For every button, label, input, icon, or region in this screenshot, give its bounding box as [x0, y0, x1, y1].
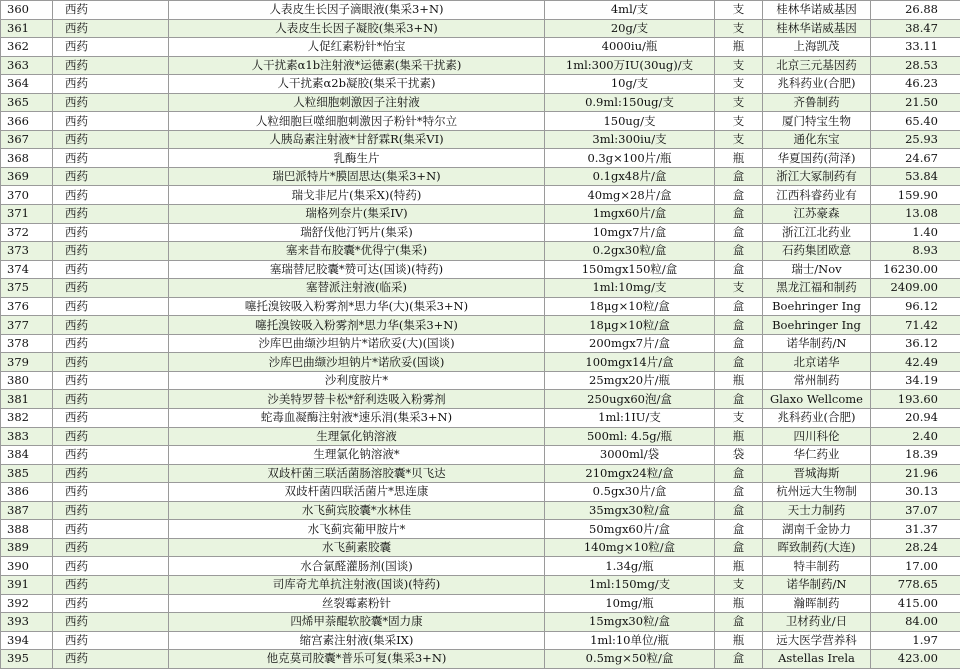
table-row [1, 334, 960, 353]
manufacturer-cell: 湖南千金协力 [763, 520, 871, 539]
manufacturer-cell: 上海凯茂 [763, 38, 871, 57]
price-cell: 1.97 [871, 631, 960, 650]
specification-cell: 500ml: 4.5g/瓶 [545, 427, 715, 446]
specification-cell: 40mg×28片/盒 [545, 186, 715, 205]
drug-name-cell: 沙利度胺片* [169, 371, 545, 390]
row-number: 376 [1, 297, 53, 316]
row-number: 392 [1, 594, 53, 613]
row-number: 388 [1, 520, 53, 539]
drug-name-cell: 沙库巴曲缬沙坦钠片*诺欣妥(大)(国谈) [169, 334, 545, 353]
specification-cell: 0.2gx30粒/盒 [545, 242, 715, 261]
drug-name-cell: 水飞蓟宾胶囊*水林佳 [169, 501, 545, 520]
category-cell: 西药 [53, 205, 169, 224]
manufacturer-cell: 晋城海斯 [763, 464, 871, 483]
manufacturer-cell: 诺华制药/N [763, 575, 871, 594]
manufacturer-cell: 晖致制药(大连) [763, 538, 871, 557]
drug-name-cell: 水飞蓟素胶囊 [169, 538, 545, 557]
unit-cell: 瓶 [715, 631, 763, 650]
table-row [1, 353, 960, 372]
price-cell: 25.93 [871, 130, 960, 149]
category-cell: 西药 [53, 650, 169, 669]
category-cell: 西药 [53, 75, 169, 94]
drug-name-cell: 沙美特罗替卡松*舒利迭吸入粉雾剂 [169, 390, 545, 409]
category-cell: 西药 [53, 390, 169, 409]
unit-cell: 盒 [715, 242, 763, 261]
manufacturer-cell: 北京三元基因药 [763, 56, 871, 75]
manufacturer-cell: 远大医学营养科 [763, 631, 871, 650]
drug-name-cell: 蛇毒血凝酶注射液*速乐涓(集采3+N) [169, 409, 545, 428]
manufacturer-cell: 桂林华诺威基因 [763, 19, 871, 38]
category-cell: 西药 [53, 223, 169, 242]
table-row [1, 38, 960, 57]
specification-cell: 18μg×10粒/盒 [545, 297, 715, 316]
category-cell: 西药 [53, 520, 169, 539]
category-cell: 西药 [53, 112, 169, 131]
table-row [1, 223, 960, 242]
manufacturer-cell: 北京诺华 [763, 353, 871, 372]
table-row [1, 501, 960, 520]
price-cell: 778.65 [871, 575, 960, 594]
specification-cell: 25mgx20片/瓶 [545, 371, 715, 390]
table-row [1, 112, 960, 131]
row-number: 364 [1, 75, 53, 94]
row-number: 360 [1, 1, 53, 20]
specification-cell: 3000ml/袋 [545, 446, 715, 465]
category-cell: 西药 [53, 56, 169, 75]
unit-cell: 支 [715, 56, 763, 75]
price-cell: 53.84 [871, 167, 960, 186]
row-number: 389 [1, 538, 53, 557]
table-row [1, 557, 960, 576]
table-row [1, 650, 960, 669]
table-row [1, 538, 960, 557]
drug-name-cell: 噻托溴铵吸入粉雾剂*思力华(集采3+N) [169, 316, 545, 335]
row-number: 391 [1, 575, 53, 594]
row-number: 378 [1, 334, 53, 353]
drug-name-cell: 瑞巴派特片*膜固思达(集采3+N) [169, 167, 545, 186]
drug-name-cell: 人干扰素α2b凝胶(集采干扰素) [169, 75, 545, 94]
table-row [1, 130, 960, 149]
table-row [1, 464, 960, 483]
category-cell: 西药 [53, 93, 169, 112]
table-row [1, 167, 960, 186]
unit-cell: 袋 [715, 446, 763, 465]
price-cell: 36.12 [871, 334, 960, 353]
table-row [1, 56, 960, 75]
table-row [1, 93, 960, 112]
specification-cell: 1ml:300万IU(30ug)/支 [545, 56, 715, 75]
table-row [1, 575, 960, 594]
unit-cell: 盒 [715, 501, 763, 520]
category-cell: 西药 [53, 538, 169, 557]
manufacturer-cell: Astellas Irela [763, 650, 871, 669]
unit-cell: 盒 [715, 186, 763, 205]
unit-cell: 盒 [715, 223, 763, 242]
row-number: 390 [1, 557, 53, 576]
manufacturer-cell: Glaxo Wellcome [763, 390, 871, 409]
unit-cell: 支 [715, 19, 763, 38]
category-cell: 西药 [53, 575, 169, 594]
drug-name-cell: 四烯甲萘醌软胶囊*固力康 [169, 613, 545, 632]
category-cell: 西药 [53, 279, 169, 298]
specification-cell: 35mgx30粒/盒 [545, 501, 715, 520]
category-cell: 西药 [53, 130, 169, 149]
category-cell: 西药 [53, 427, 169, 446]
category-cell: 西药 [53, 149, 169, 168]
row-number: 369 [1, 167, 53, 186]
price-cell: 20.94 [871, 409, 960, 428]
drug-name-cell: 水飞蓟宾葡甲胺片* [169, 520, 545, 539]
specification-cell: 1ml:10单位/瓶 [545, 631, 715, 650]
unit-cell: 盒 [715, 260, 763, 279]
specification-cell: 0.3g×100片/瓶 [545, 149, 715, 168]
price-cell: 33.11 [871, 38, 960, 57]
price-cell: 28.24 [871, 538, 960, 557]
manufacturer-cell: 江苏豪森 [763, 205, 871, 224]
unit-cell: 盒 [715, 297, 763, 316]
manufacturer-cell: 桂林华诺威基因 [763, 1, 871, 20]
manufacturer-cell: 卫材药业/日 [763, 613, 871, 632]
category-cell: 西药 [53, 446, 169, 465]
price-cell: 42.49 [871, 353, 960, 372]
unit-cell: 盒 [715, 613, 763, 632]
manufacturer-cell: 天士力制药 [763, 501, 871, 520]
drug-name-cell: 乳酶生片 [169, 149, 545, 168]
row-number: 377 [1, 316, 53, 335]
table-body [1, 1, 960, 669]
row-number: 382 [1, 409, 53, 428]
row-number: 370 [1, 186, 53, 205]
unit-cell: 盒 [715, 167, 763, 186]
manufacturer-cell: 常州制药 [763, 371, 871, 390]
category-cell: 西药 [53, 297, 169, 316]
manufacturer-cell: 黑龙江福和制药 [763, 279, 871, 298]
unit-cell: 盒 [715, 390, 763, 409]
table-row [1, 594, 960, 613]
manufacturer-cell: 兆科药业(合肥) [763, 75, 871, 94]
table-row [1, 260, 960, 279]
unit-cell: 盒 [715, 334, 763, 353]
manufacturer-cell: 特丰制药 [763, 557, 871, 576]
drug-name-cell: 塞来昔布胶囊*优得宁(集采) [169, 242, 545, 261]
row-number: 380 [1, 371, 53, 390]
specification-cell: 10mg/瓶 [545, 594, 715, 613]
drug-name-cell: 瑞戈非尼片(集采X)(特药) [169, 186, 545, 205]
specification-cell: 1ml:10mg/支 [545, 279, 715, 298]
row-number: 363 [1, 56, 53, 75]
manufacturer-cell: 厦门特宝生物 [763, 112, 871, 131]
drug-name-cell: 瑞格列奈片(集采IV) [169, 205, 545, 224]
drug-name-cell: 人粒细胞刺激因子注射液 [169, 93, 545, 112]
row-number: 365 [1, 93, 53, 112]
unit-cell: 盒 [715, 316, 763, 335]
category-cell: 西药 [53, 316, 169, 335]
table-row [1, 520, 960, 539]
unit-cell: 瓶 [715, 38, 763, 57]
specification-cell: 200mgx7片/盒 [545, 334, 715, 353]
drug-name-cell: 瑞舒伐他汀钙片(集采) [169, 223, 545, 242]
manufacturer-cell: 通化东宝 [763, 130, 871, 149]
unit-cell: 盒 [715, 520, 763, 539]
unit-cell: 盒 [715, 205, 763, 224]
table-row [1, 75, 960, 94]
drug-name-cell: 人干扰素α1b注射液*运德素(集采干扰素) [169, 56, 545, 75]
price-cell: 71.42 [871, 316, 960, 335]
category-cell: 西药 [53, 167, 169, 186]
drug-name-cell: 缩宫素注射液(集采IX) [169, 631, 545, 650]
table-row [1, 149, 960, 168]
drug-name-cell: 沙库巴曲缬沙坦钠片*诺欣妥(国谈) [169, 353, 545, 372]
category-cell: 西药 [53, 501, 169, 520]
specification-cell: 3ml:300iu/支 [545, 130, 715, 149]
price-cell: 21.96 [871, 464, 960, 483]
drug-name-cell: 司库奇尤单抗注射液(国谈)(特药) [169, 575, 545, 594]
manufacturer-cell: 诺华制药/N [763, 334, 871, 353]
category-cell: 西药 [53, 38, 169, 57]
table-row [1, 205, 960, 224]
price-cell: 1.40 [871, 223, 960, 242]
unit-cell: 支 [715, 575, 763, 594]
price-cell: 37.07 [871, 501, 960, 520]
price-cell: 18.39 [871, 446, 960, 465]
row-number: 381 [1, 390, 53, 409]
price-cell: 2.40 [871, 427, 960, 446]
specification-cell: 1ml:150mg/支 [545, 575, 715, 594]
manufacturer-cell: 浙江江北药业 [763, 223, 871, 242]
price-cell: 84.00 [871, 613, 960, 632]
row-number: 367 [1, 130, 53, 149]
specification-cell: 4000iu/瓶 [545, 38, 715, 57]
table-row [1, 446, 960, 465]
row-number: 394 [1, 631, 53, 650]
manufacturer-cell: Boehringer Ing [763, 316, 871, 335]
unit-cell: 支 [715, 409, 763, 428]
table-row [1, 483, 960, 502]
table-row [1, 297, 960, 316]
row-number: 385 [1, 464, 53, 483]
price-cell: 34.19 [871, 371, 960, 390]
unit-cell: 盒 [715, 464, 763, 483]
manufacturer-cell: 杭州远大生物制 [763, 483, 871, 502]
price-cell: 28.53 [871, 56, 960, 75]
unit-cell: 盒 [715, 353, 763, 372]
row-number: 383 [1, 427, 53, 446]
price-cell: 17.00 [871, 557, 960, 576]
price-cell: 16230.00 [871, 260, 960, 279]
category-cell: 西药 [53, 594, 169, 613]
price-cell: 31.37 [871, 520, 960, 539]
specification-cell: 50mgx60片/盒 [545, 520, 715, 539]
specification-cell: 150mgx150粒/盒 [545, 260, 715, 279]
category-cell: 西药 [53, 334, 169, 353]
drug-name-cell: 生理氯化钠溶液 [169, 427, 545, 446]
price-cell: 46.23 [871, 75, 960, 94]
row-number: 373 [1, 242, 53, 261]
table-row [1, 371, 960, 390]
category-cell: 西药 [53, 631, 169, 650]
table-row [1, 316, 960, 335]
row-number: 387 [1, 501, 53, 520]
manufacturer-cell: 瑞士/Nov [763, 260, 871, 279]
unit-cell: 支 [715, 112, 763, 131]
unit-cell: 支 [715, 75, 763, 94]
specification-cell: 1mgx60片/盒 [545, 205, 715, 224]
unit-cell: 支 [715, 93, 763, 112]
manufacturer-cell: Boehringer Ing [763, 297, 871, 316]
manufacturer-cell: 瀚晖制药 [763, 594, 871, 613]
unit-cell: 支 [715, 1, 763, 20]
price-cell: 423.00 [871, 650, 960, 669]
row-number: 361 [1, 19, 53, 38]
row-number: 375 [1, 279, 53, 298]
price-cell: 415.00 [871, 594, 960, 613]
drug-name-cell: 塞替派注射液(临采) [169, 279, 545, 298]
drug-name-cell: 他克莫司胶囊*普乐可复(集采3+N) [169, 650, 545, 669]
specification-cell: 0.5mg×50粒/盒 [545, 650, 715, 669]
specification-cell: 140mg×10粒/盒 [545, 538, 715, 557]
row-number: 379 [1, 353, 53, 372]
unit-cell: 瓶 [715, 427, 763, 446]
drug-name-cell: 双歧杆菌四联活菌片*思连康 [169, 483, 545, 502]
drug-name-cell: 双歧杆菌三联活菌肠溶胶囊*贝飞达 [169, 464, 545, 483]
specification-cell: 18μg×10粒/盒 [545, 316, 715, 335]
price-cell: 65.40 [871, 112, 960, 131]
specification-cell: 150ug/支 [545, 112, 715, 131]
specification-cell: 10g/支 [545, 75, 715, 94]
row-number: 374 [1, 260, 53, 279]
specification-cell: 1.34g/瓶 [545, 557, 715, 576]
manufacturer-cell: 齐鲁制药 [763, 93, 871, 112]
category-cell: 西药 [53, 557, 169, 576]
unit-cell: 瓶 [715, 149, 763, 168]
drug-name-cell: 人表皮生长因子凝胶(集采3+N) [169, 19, 545, 38]
specification-cell: 4ml/支 [545, 1, 715, 20]
unit-cell: 盒 [715, 538, 763, 557]
category-cell: 西药 [53, 186, 169, 205]
row-number: 368 [1, 149, 53, 168]
price-cell: 8.93 [871, 242, 960, 261]
unit-cell: 支 [715, 279, 763, 298]
manufacturer-cell: 石药集团欧意 [763, 242, 871, 261]
drug-name-cell: 人胰岛素注射液*甘舒霖R(集采VI) [169, 130, 545, 149]
drug-name-cell: 噻托溴铵吸入粉雾剂*思力华(大)(集采3+N) [169, 297, 545, 316]
price-cell: 38.47 [871, 19, 960, 38]
category-cell: 西药 [53, 483, 169, 502]
category-cell: 西药 [53, 464, 169, 483]
specification-cell: 0.5gx30片/盒 [545, 483, 715, 502]
table-row [1, 409, 960, 428]
unit-cell: 支 [715, 130, 763, 149]
row-number: 362 [1, 38, 53, 57]
table-row [1, 631, 960, 650]
specification-cell: 210mgx24粒/盒 [545, 464, 715, 483]
row-number: 366 [1, 112, 53, 131]
category-cell: 西药 [53, 1, 169, 20]
manufacturer-cell: 华夏国药(菏泽) [763, 149, 871, 168]
drug-name-cell: 生理氯化钠溶液* [169, 446, 545, 465]
specification-cell: 100mgx14片/盒 [545, 353, 715, 372]
drug-name-cell: 人粒细胞巨噬细胞刺激因子粉针*特尔立 [169, 112, 545, 131]
category-cell: 西药 [53, 242, 169, 261]
price-cell: 159.90 [871, 186, 960, 205]
drug-name-cell: 塞瑞替尼胶囊*赞可达(国谈)(特药) [169, 260, 545, 279]
specification-cell: 0.9ml:150ug/支 [545, 93, 715, 112]
category-cell: 西药 [53, 371, 169, 390]
specification-cell: 10mgx7片/盒 [545, 223, 715, 242]
manufacturer-cell: 四川科伦 [763, 427, 871, 446]
table-row [1, 186, 960, 205]
table-row [1, 613, 960, 632]
row-number: 395 [1, 650, 53, 669]
drug-name-cell: 丝裂霉素粉针 [169, 594, 545, 613]
drug-name-cell: 人促红素粉针*怡宝 [169, 38, 545, 57]
table-row [1, 1, 960, 20]
unit-cell: 盒 [715, 650, 763, 669]
category-cell: 西药 [53, 613, 169, 632]
row-number: 384 [1, 446, 53, 465]
specification-cell: 20g/支 [545, 19, 715, 38]
specification-cell: 250ugx60泡/盒 [545, 390, 715, 409]
row-number: 393 [1, 613, 53, 632]
price-cell: 30.13 [871, 483, 960, 502]
table-row [1, 427, 960, 446]
table-row [1, 242, 960, 261]
manufacturer-cell: 兆科药业(合肥) [763, 409, 871, 428]
unit-cell: 盒 [715, 483, 763, 502]
manufacturer-cell: 浙江大冢制药有 [763, 167, 871, 186]
row-number: 386 [1, 483, 53, 502]
price-cell: 13.08 [871, 205, 960, 224]
price-cell: 96.12 [871, 297, 960, 316]
unit-cell: 瓶 [715, 557, 763, 576]
specification-cell: 15mgx30粒/盒 [545, 613, 715, 632]
price-cell: 24.67 [871, 149, 960, 168]
price-cell: 21.50 [871, 93, 960, 112]
category-cell: 西药 [53, 19, 169, 38]
manufacturer-cell: 华仁药业 [763, 446, 871, 465]
price-cell: 26.88 [871, 1, 960, 20]
drug-name-cell: 水合氯醛灌肠剂(国谈) [169, 557, 545, 576]
price-cell: 193.60 [871, 390, 960, 409]
unit-cell: 瓶 [715, 594, 763, 613]
category-cell: 西药 [53, 260, 169, 279]
drug-name-cell: 人表皮生长因子滴眼液(集采3+N) [169, 1, 545, 20]
row-number: 372 [1, 223, 53, 242]
specification-cell: 1ml:1IU/支 [545, 409, 715, 428]
table-row [1, 19, 960, 38]
row-number: 371 [1, 205, 53, 224]
category-cell: 西药 [53, 353, 169, 372]
table-row [1, 279, 960, 298]
specification-cell: 0.1gx48片/盒 [545, 167, 715, 186]
price-cell: 2409.00 [871, 279, 960, 298]
category-cell: 西药 [53, 409, 169, 428]
table-row [1, 390, 960, 409]
manufacturer-cell: 江西科睿药业有 [763, 186, 871, 205]
unit-cell: 瓶 [715, 371, 763, 390]
